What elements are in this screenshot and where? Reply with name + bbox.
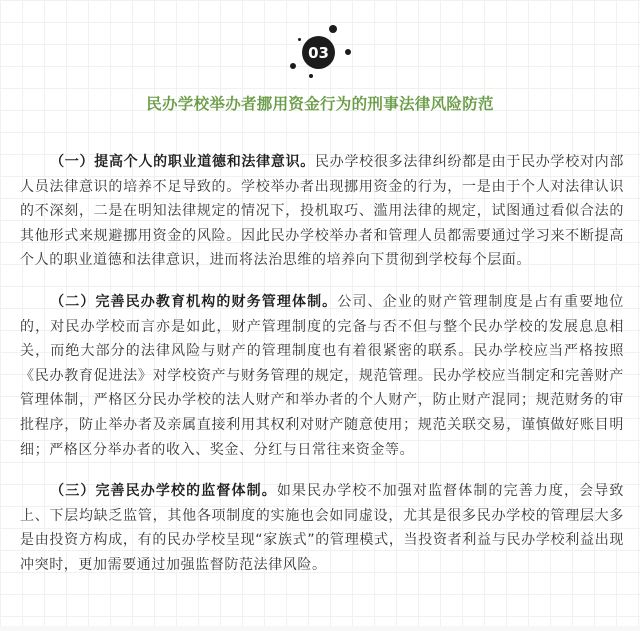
paragraph-3-heading: （三）完善民办学校的监督体制。 [50,483,277,500]
decor-dot [329,25,337,33]
section-badge-group [0,0,640,100]
article-title: 民办学校举办者挪用资金行为的刑事法律风险防范 [146,95,494,113]
bottom-strip [0,626,640,631]
paragraph-2 [20,290,624,462]
article-body [20,150,624,595]
decor-dot [345,49,351,55]
paragraph-3-text: 如果民办学校不加强对监督体制的完善力度，会导致上、下层均缺乏监管，其他各项制度的实施也会如同虚设，尤其是很多民办学校的管理层大多是由投资方构成，有的民办学校呈现“家族式”的管理模式，当投资者利益与民办学校利益出现冲突时，更加需要通过加强监督防范法律风险。 [20,483,624,573]
paragraph-1-text: 民办学校很多法律纠纷都是由于民办学校对内部人员法律意识的培养不足导致的。学校举办者出现挪用资金的行为，一是由于个人对法律认识的不深刻，二是在明知法律规定的情况下，投机取巧、滥用法律的规定，试图通过看似合法的其他形式来规避挪用资金的风险。因此民办学校举办者和管理人员都需要通过学习来不断提高个人的职业道德和法律意识，进而将法治思维的培养向下贯彻到学校每个层面。 [20,154,624,269]
decor-dot [290,63,296,69]
paragraph-1 [20,150,624,273]
paragraph-2-heading: （二）完善民办教育机构的财务管理体制。 [50,293,338,310]
decor-dot [298,38,301,41]
paragraph-2-text: 公司、企业的财产管理制度是占有重要地位的，对民办学校而言亦是如此，财产管理制度的完备与否不但与整个民办学校的发展息息相关，而绝大部分的法律风险与财产的管理制度也有着很紧密的联系。民办学校应当严格按照《民办教育促进法》对学校资产与财务管理的规定，规范管理。民办学校应当制定和完善财产管理体制，严格区分民办学校的法人财产和举办者的个人财产，防止财产混同；规范财务的审批程序，防止举办者及亲属直接利用其权利对财产随意使用；规范关联交易，谨慎做好账目明细；严格区分举办者的收入、奖金、分红与日常往来资金等。 [20,293,625,458]
decor-dot [309,74,313,78]
paragraph-3 [20,479,624,577]
section-number-badge: 03 [302,36,335,69]
paragraph-1-heading: （一）提高个人的职业道德和法律意识。 [50,154,316,170]
